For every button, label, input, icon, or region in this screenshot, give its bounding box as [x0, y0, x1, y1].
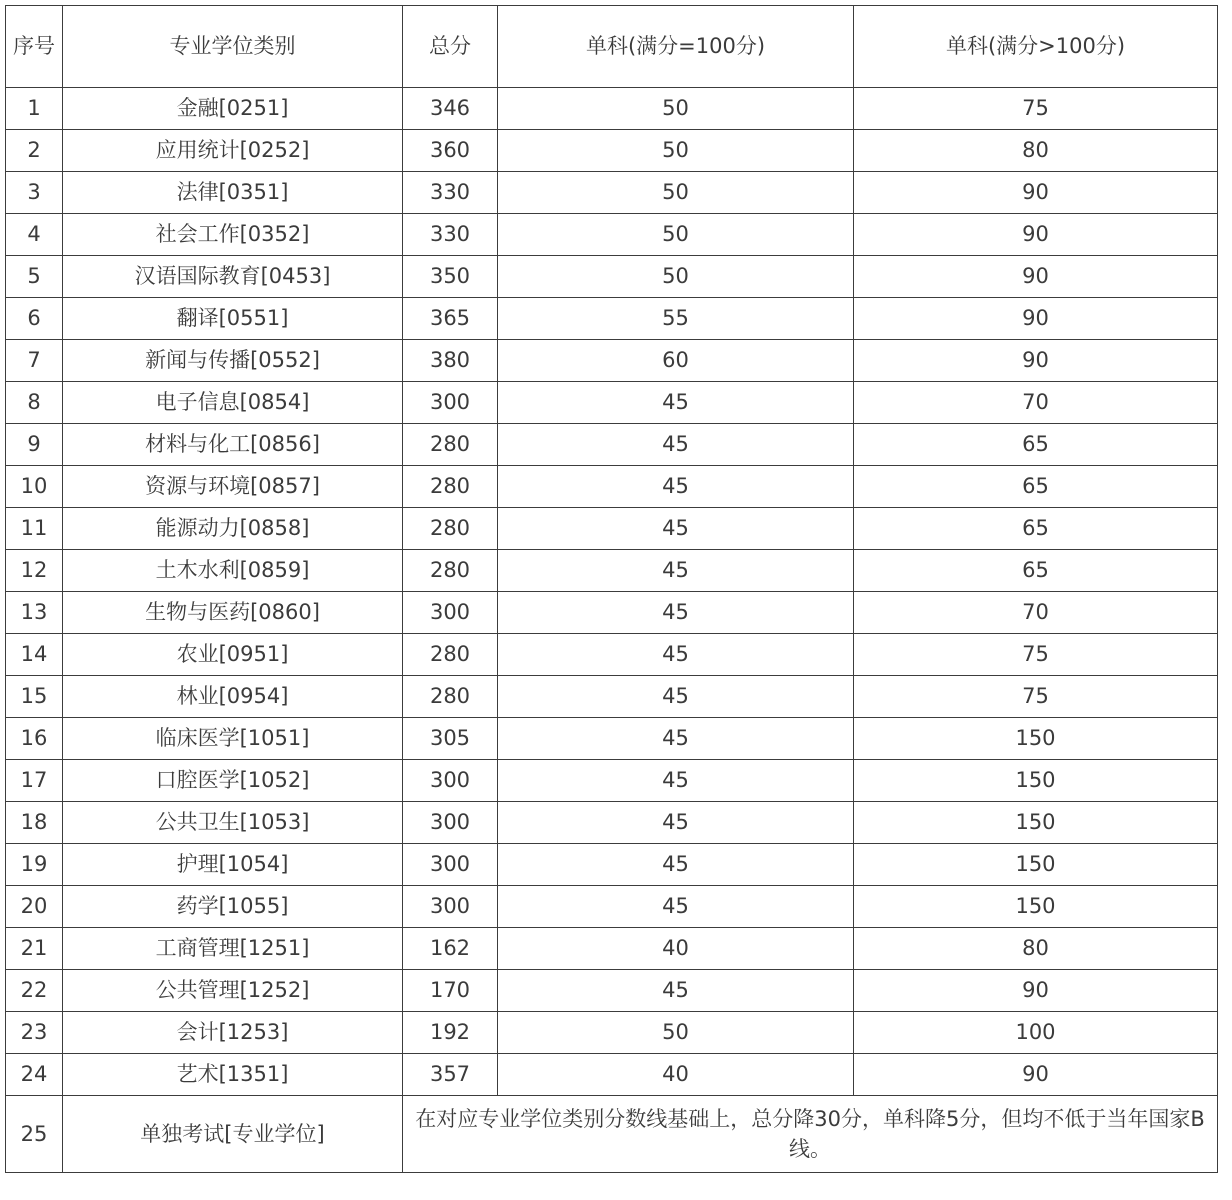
category-cell: 农业[0951] [63, 634, 403, 676]
single-eq-100-cell: 45 [498, 592, 854, 634]
single-gt-100-cell: 150 [854, 886, 1218, 928]
table-row [6, 802, 1218, 844]
single-gt-100-cell: 150 [854, 802, 1218, 844]
row-no-cell: 19 [6, 844, 63, 886]
row-no-cell: 11 [6, 508, 63, 550]
total-score-cell: 360 [403, 130, 498, 172]
single-eq-100-cell: 45 [498, 466, 854, 508]
table-row [6, 760, 1218, 802]
single-gt-100-cell: 90 [854, 256, 1218, 298]
table-body [6, 88, 1218, 1173]
category-cell: 翻译[0551] [63, 298, 403, 340]
row-no-cell: 15 [6, 676, 63, 718]
table-row [6, 382, 1218, 424]
table-row [6, 886, 1218, 928]
row-no-cell: 8 [6, 382, 63, 424]
total-score-cell: 346 [403, 88, 498, 130]
category-cell: 口腔医学[1052] [63, 760, 403, 802]
single-eq-100-cell: 50 [498, 256, 854, 298]
single-eq-100-cell: 45 [498, 382, 854, 424]
total-score-cell: 280 [403, 634, 498, 676]
table-row [6, 928, 1218, 970]
single-gt-100-cell: 70 [854, 592, 1218, 634]
category-cell: 新闻与传播[0552] [63, 340, 403, 382]
single-eq-100-cell: 45 [498, 508, 854, 550]
category-cell: 生物与医药[0860] [63, 592, 403, 634]
score-line-table [5, 5, 1218, 1173]
note-cell: 在对应专业学位类别分数线基础上，总分降30分，单科降5分，但均不低于当年国家B线。 [403, 1096, 1218, 1173]
single-eq-100-cell: 45 [498, 676, 854, 718]
single-eq-100-cell: 45 [498, 802, 854, 844]
category-cell: 药学[1055] [63, 886, 403, 928]
single-eq-100-cell: 50 [498, 88, 854, 130]
total-score-cell: 300 [403, 760, 498, 802]
total-score-cell: 330 [403, 214, 498, 256]
row-no-cell: 18 [6, 802, 63, 844]
row-no-cell: 21 [6, 928, 63, 970]
row-no-cell: 4 [6, 214, 63, 256]
single-gt-100-cell: 65 [854, 424, 1218, 466]
single-eq-100-cell: 45 [498, 844, 854, 886]
single-gt-100-cell: 90 [854, 298, 1218, 340]
row-no-cell: 22 [6, 970, 63, 1012]
table-row [6, 88, 1218, 130]
total-score-cell: 280 [403, 424, 498, 466]
table-row [6, 592, 1218, 634]
single-gt-100-cell: 80 [854, 928, 1218, 970]
single-eq-100-cell: 55 [498, 298, 854, 340]
total-score-cell: 192 [403, 1012, 498, 1054]
category-cell: 单独考试[专业学位] [63, 1096, 403, 1173]
single-gt-100-cell: 80 [854, 130, 1218, 172]
category-cell: 汉语国际教育[0453] [63, 256, 403, 298]
total-score-cell: 300 [403, 802, 498, 844]
single-gt-100-cell: 90 [854, 214, 1218, 256]
single-eq-100-cell: 45 [498, 634, 854, 676]
row-no-cell: 14 [6, 634, 63, 676]
single-eq-100-cell: 45 [498, 550, 854, 592]
single-gt-100-cell: 100 [854, 1012, 1218, 1054]
table-row [6, 214, 1218, 256]
row-no-cell: 17 [6, 760, 63, 802]
single-gt-100-cell: 90 [854, 1054, 1218, 1096]
category-cell: 电子信息[0854] [63, 382, 403, 424]
total-score-cell: 280 [403, 508, 498, 550]
single-eq-100-cell: 45 [498, 970, 854, 1012]
row-no-cell: 24 [6, 1054, 63, 1096]
single-eq-100-cell: 60 [498, 340, 854, 382]
header-category: 专业学位类别 [63, 6, 403, 88]
table-row [6, 844, 1218, 886]
single-gt-100-cell: 65 [854, 466, 1218, 508]
table-row [6, 1012, 1218, 1054]
row-no-cell: 25 [6, 1096, 63, 1173]
single-gt-100-cell: 150 [854, 718, 1218, 760]
total-score-cell: 280 [403, 550, 498, 592]
row-no-cell: 1 [6, 88, 63, 130]
single-eq-100-cell: 40 [498, 928, 854, 970]
single-eq-100-cell: 45 [498, 760, 854, 802]
single-gt-100-cell: 90 [854, 970, 1218, 1012]
category-cell: 临床医学[1051] [63, 718, 403, 760]
category-cell: 社会工作[0352] [63, 214, 403, 256]
category-cell: 公共管理[1252] [63, 970, 403, 1012]
category-cell: 金融[0251] [63, 88, 403, 130]
total-score-cell: 162 [403, 928, 498, 970]
category-cell: 资源与环境[0857] [63, 466, 403, 508]
table-row [6, 172, 1218, 214]
total-score-cell: 300 [403, 844, 498, 886]
single-gt-100-cell: 90 [854, 340, 1218, 382]
total-score-cell: 300 [403, 382, 498, 424]
table-row [6, 718, 1218, 760]
single-gt-100-cell: 150 [854, 760, 1218, 802]
category-cell: 能源动力[0858] [63, 508, 403, 550]
table-row [6, 550, 1218, 592]
single-gt-100-cell: 65 [854, 550, 1218, 592]
row-no-cell: 5 [6, 256, 63, 298]
table-row [6, 1054, 1218, 1096]
single-gt-100-cell: 90 [854, 172, 1218, 214]
header-row [6, 6, 1218, 88]
total-score-cell: 170 [403, 970, 498, 1012]
category-cell: 法律[0351] [63, 172, 403, 214]
table-header [6, 6, 1218, 88]
single-gt-100-cell: 75 [854, 88, 1218, 130]
table-row [6, 508, 1218, 550]
row-no-cell: 16 [6, 718, 63, 760]
category-cell: 土木水利[0859] [63, 550, 403, 592]
single-eq-100-cell: 50 [498, 1012, 854, 1054]
header-total: 总分 [403, 6, 498, 88]
table-row [6, 466, 1218, 508]
row-no-cell: 10 [6, 466, 63, 508]
category-cell: 材料与化工[0856] [63, 424, 403, 466]
single-eq-100-cell: 45 [498, 886, 854, 928]
category-cell: 护理[1054] [63, 844, 403, 886]
row-no-cell: 23 [6, 1012, 63, 1054]
row-no-cell: 3 [6, 172, 63, 214]
total-score-cell: 300 [403, 592, 498, 634]
total-score-cell: 357 [403, 1054, 498, 1096]
table-row [6, 424, 1218, 466]
header-single-gt-100: 单科(满分>100分) [854, 6, 1218, 88]
total-score-cell: 365 [403, 298, 498, 340]
row-no-cell: 12 [6, 550, 63, 592]
single-gt-100-cell: 70 [854, 382, 1218, 424]
single-eq-100-cell: 40 [498, 1054, 854, 1096]
category-cell: 会计[1253] [63, 1012, 403, 1054]
table-row [6, 256, 1218, 298]
table-row [6, 676, 1218, 718]
total-score-cell: 300 [403, 886, 498, 928]
single-gt-100-cell: 75 [854, 634, 1218, 676]
table-row [6, 130, 1218, 172]
single-eq-100-cell: 50 [498, 130, 854, 172]
row-no-cell: 7 [6, 340, 63, 382]
row-no-cell: 9 [6, 424, 63, 466]
single-eq-100-cell: 50 [498, 172, 854, 214]
single-gt-100-cell: 65 [854, 508, 1218, 550]
category-cell: 公共卫生[1053] [63, 802, 403, 844]
total-score-cell: 380 [403, 340, 498, 382]
table-row [6, 298, 1218, 340]
header-no: 序号 [6, 6, 63, 88]
row-no-cell: 13 [6, 592, 63, 634]
table-row [6, 340, 1218, 382]
category-cell: 工商管理[1251] [63, 928, 403, 970]
header-single-eq-100: 单科(满分=100分) [498, 6, 854, 88]
single-eq-100-cell: 45 [498, 424, 854, 466]
table-row [6, 970, 1218, 1012]
special-exam-row [6, 1096, 1218, 1173]
single-gt-100-cell: 150 [854, 844, 1218, 886]
total-score-cell: 305 [403, 718, 498, 760]
category-cell: 艺术[1351] [63, 1054, 403, 1096]
table-row [6, 634, 1218, 676]
single-gt-100-cell: 75 [854, 676, 1218, 718]
row-no-cell: 20 [6, 886, 63, 928]
row-no-cell: 6 [6, 298, 63, 340]
single-eq-100-cell: 45 [498, 718, 854, 760]
category-cell: 林业[0954] [63, 676, 403, 718]
single-eq-100-cell: 50 [498, 214, 854, 256]
category-cell: 应用统计[0252] [63, 130, 403, 172]
total-score-cell: 280 [403, 466, 498, 508]
total-score-cell: 280 [403, 676, 498, 718]
total-score-cell: 350 [403, 256, 498, 298]
row-no-cell: 2 [6, 130, 63, 172]
total-score-cell: 330 [403, 172, 498, 214]
